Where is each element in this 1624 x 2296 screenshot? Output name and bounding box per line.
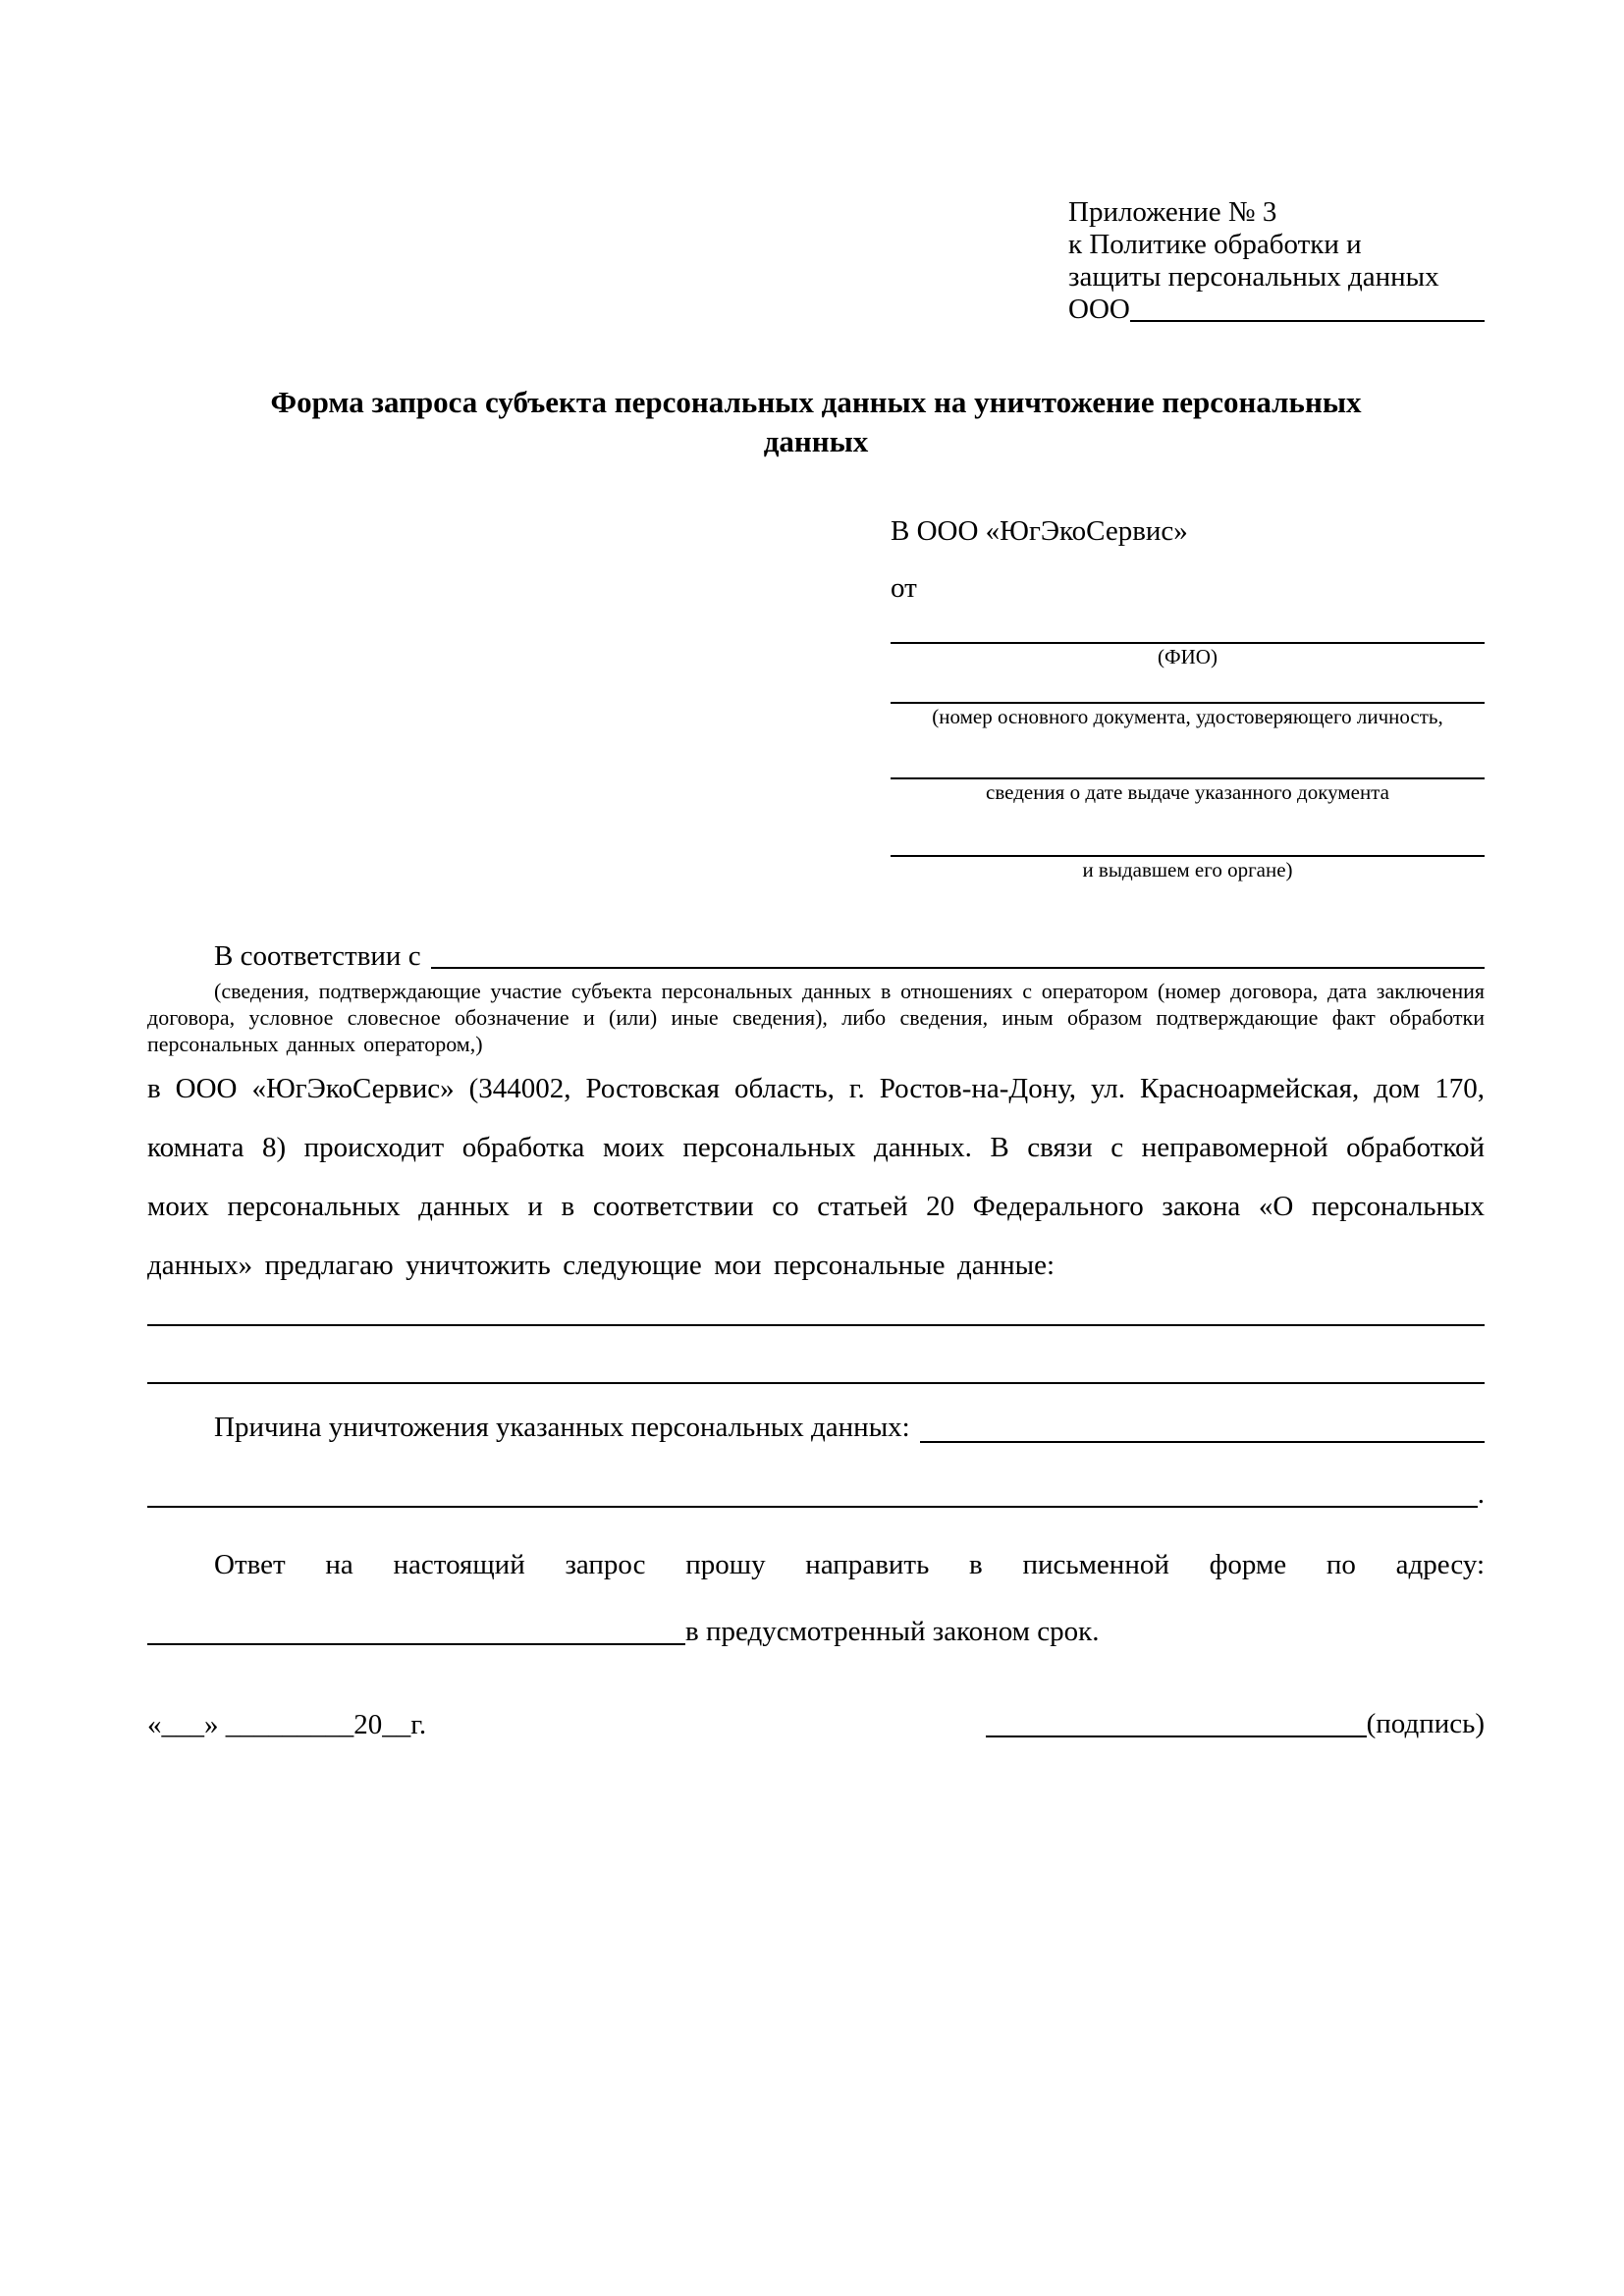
- body-paragraph: в ООО «ЮгЭкоСервис» (344002, Ростовская область, г. Ростов-на-Дону, ул. Красноармейская, дом 170, комната 8) происходит обработка моих персональных данных. В связи с неправомерной обработкой моих персональных данных и в соответствии со статьей 20 Федерального закона «О персональных данных» предлагаю уничтожить следующие мои персональные данные:: [147, 1073, 1485, 1281]
- data-blank-line-1: [147, 1324, 1485, 1326]
- issue-date-blank-line: [891, 729, 1485, 779]
- appendix-ooo-row: [1068, 294, 1485, 326]
- accordance-blank-line: [431, 947, 1485, 969]
- recipient-block: [891, 516, 1485, 882]
- issuing-authority-blank-line: [891, 805, 1485, 857]
- reason-continuation-blank-line: [147, 1486, 1478, 1508]
- appendix-note: [1068, 196, 1485, 326]
- fio-blank-line: [891, 603, 1485, 644]
- reason-blank-line: [920, 1421, 1485, 1443]
- fio-caption: (ФИО): [1158, 645, 1218, 668]
- accordance-row: [147, 939, 1485, 973]
- answer-address-row: [147, 1594, 1485, 1649]
- ooo-prefix: ООО: [1068, 294, 1130, 325]
- document-number-caption: (номер основного документа, удостоверяющего личность,: [932, 705, 1443, 728]
- recipient-org: В ООО «ЮгЭкоСервис»: [891, 515, 1188, 547]
- appendix-line-3: защиты персональных данных: [1068, 261, 1439, 293]
- answer-line: Ответ на настоящий запрос прошу направить в письменной форме по адресу:: [214, 1549, 1485, 1580]
- data-blank-line-2: [147, 1382, 1485, 1384]
- signature-block: [986, 1706, 1485, 1741]
- answer-address-blank-line: [147, 1624, 685, 1645]
- reason-continuation-row: [147, 1476, 1485, 1512]
- document-title: Форма запроса субъекта персональных данных на уничтожение персональных данных: [270, 385, 1362, 458]
- recipient-from-label: от: [891, 572, 917, 604]
- accordance-lead: В соответствии с: [214, 940, 421, 972]
- answer-suffix: в предусмотренный законом срок.: [685, 1616, 1100, 1647]
- date-field: «___» _________20__г.: [147, 1709, 427, 1740]
- footer-row: [147, 1706, 1485, 1741]
- ooo-blank-line: [1130, 300, 1485, 322]
- reason-label: Причина уничтожения указанных персональных данных:: [214, 1412, 910, 1443]
- reason-row: [147, 1408, 1485, 1447]
- appendix-line-2: к Политике обработки и: [1068, 229, 1362, 260]
- document-number-blank-line: [891, 669, 1485, 704]
- issue-date-caption: сведения о дате выдаче указанного документа: [986, 780, 1389, 804]
- reason-period: .: [1477, 1478, 1485, 1510]
- signature-caption: (подпись): [1366, 1708, 1485, 1739]
- issuing-authority-caption: и выдавшем его органе): [1082, 858, 1293, 881]
- appendix-line-1: Приложение № 3: [1068, 196, 1277, 228]
- accordance-note: (сведения, подтверждающие участие субъекта персональных данных в отношениях с оператором (номер договора, дата заключения договора, условное словесное обозначение и (или) иные сведения), либо сведения, иным образом подтверждающие факт обработки персональных данных оператором,): [147, 979, 1485, 1056]
- signature-blank-line: [986, 1716, 1367, 1737]
